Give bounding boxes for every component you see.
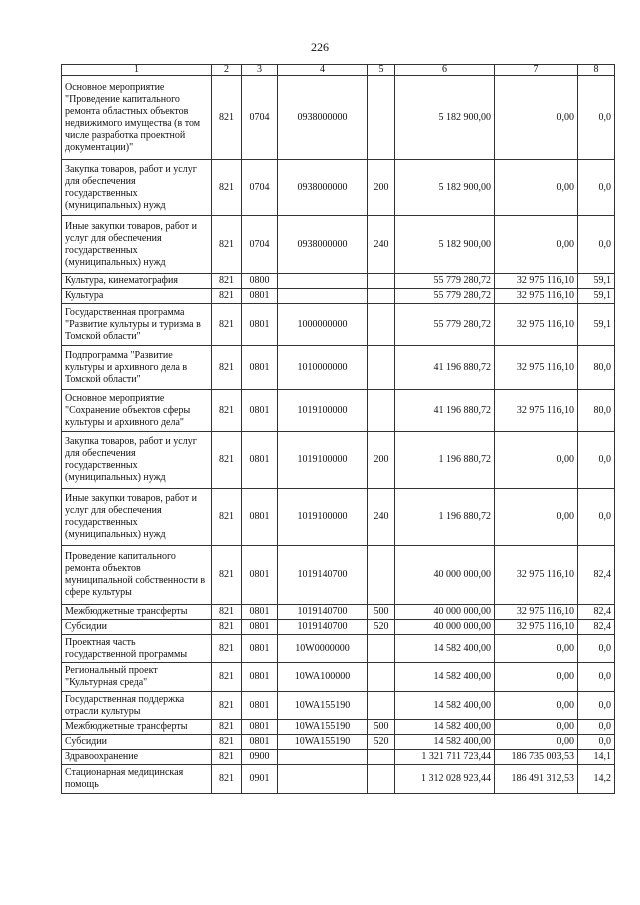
cell-executed-amount: 0,00 (495, 160, 578, 216)
cell-executed-amount: 32 975 116,10 (495, 289, 578, 304)
cell-ministry-code: 821 (212, 620, 242, 635)
cell-executed-amount: 0,00 (495, 635, 578, 663)
cell-planned-amount: 14 582 400,00 (395, 735, 495, 750)
cell-ministry-code: 821 (212, 489, 242, 546)
cell-target-code: 1019140700 (278, 546, 368, 605)
cell-percent: 0,0 (578, 720, 615, 735)
cell-planned-amount: 41 196 880,72 (395, 390, 495, 432)
cell-ministry-code: 821 (212, 76, 242, 160)
cell-target-code: 1000000000 (278, 304, 368, 346)
cell-ministry-code: 821 (212, 304, 242, 346)
cell-description: Межбюджетные трансферты (62, 605, 212, 620)
cell-section-code: 0704 (242, 160, 278, 216)
cell-section-code: 0801 (242, 489, 278, 546)
cell-section-code: 0801 (242, 735, 278, 750)
cell-executed-amount: 32 975 116,10 (495, 620, 578, 635)
cell-description: Культура, кинематография (62, 274, 212, 289)
cell-description: Здравоохранение (62, 750, 212, 765)
cell-section-code: 0801 (242, 289, 278, 304)
header-cell: 5 (368, 65, 395, 76)
cell-planned-amount: 5 182 900,00 (395, 76, 495, 160)
table-row (62, 546, 615, 605)
cell-section-code: 0801 (242, 546, 278, 605)
cell-description: Основное мероприятие "Сохранение объектов сферы культуры и архивного дела" (62, 390, 212, 432)
cell-expense-type (368, 692, 395, 720)
cell-target-code (278, 289, 368, 304)
cell-target-code: 1019100000 (278, 390, 368, 432)
cell-planned-amount: 14 582 400,00 (395, 692, 495, 720)
cell-percent: 14,2 (578, 765, 615, 794)
cell-planned-amount: 14 582 400,00 (395, 663, 495, 692)
cell-executed-amount: 0,00 (495, 720, 578, 735)
cell-description: Межбюджетные трансферты (62, 720, 212, 735)
cell-description: Подпрограмма "Развитие культуры и архивного дела в Томской области" (62, 346, 212, 390)
table-row (62, 432, 615, 489)
header-cell: 8 (578, 65, 615, 76)
cell-expense-type (368, 289, 395, 304)
cell-description: Основное мероприятие "Проведение капитального ремонта областных объектов недвижимого имущества (в том числе разработка проектной документации)" (62, 76, 212, 160)
cell-section-code: 0801 (242, 346, 278, 390)
header-row (62, 65, 615, 76)
header-cell: 1 (62, 65, 212, 76)
cell-expense-type (368, 346, 395, 390)
cell-executed-amount: 0,00 (495, 692, 578, 720)
table-row (62, 289, 615, 304)
cell-target-code: 1019140700 (278, 605, 368, 620)
cell-target-code: 10W0000000 (278, 635, 368, 663)
cell-expense-type: 200 (368, 432, 395, 489)
cell-percent: 0,0 (578, 216, 615, 274)
cell-ministry-code: 821 (212, 720, 242, 735)
cell-ministry-code: 821 (212, 216, 242, 274)
table-row (62, 160, 615, 216)
cell-executed-amount: 32 975 116,10 (495, 274, 578, 289)
page-number: 226 (311, 40, 329, 54)
cell-target-code: 1010000000 (278, 346, 368, 390)
cell-expense-type (368, 274, 395, 289)
table-row (62, 735, 615, 750)
cell-percent: 0,0 (578, 663, 615, 692)
cell-expense-type (368, 750, 395, 765)
cell-planned-amount: 55 779 280,72 (395, 274, 495, 289)
cell-executed-amount: 0,00 (495, 216, 578, 274)
cell-ministry-code: 821 (212, 390, 242, 432)
cell-ministry-code: 821 (212, 692, 242, 720)
cell-executed-amount: 186 491 312,53 (495, 765, 578, 794)
cell-section-code: 0801 (242, 390, 278, 432)
header-cell: 2 (212, 65, 242, 76)
cell-planned-amount: 55 779 280,72 (395, 289, 495, 304)
cell-percent: 82,4 (578, 605, 615, 620)
cell-percent: 14,1 (578, 750, 615, 765)
cell-section-code: 0801 (242, 605, 278, 620)
cell-expense-type (368, 76, 395, 160)
cell-percent: 59,1 (578, 289, 615, 304)
cell-executed-amount: 0,00 (495, 432, 578, 489)
cell-expense-type: 500 (368, 605, 395, 620)
cell-percent: 82,4 (578, 620, 615, 635)
cell-expense-type (368, 390, 395, 432)
table-row (62, 620, 615, 635)
cell-ministry-code: 821 (212, 735, 242, 750)
cell-section-code: 0801 (242, 720, 278, 735)
cell-executed-amount: 32 975 116,10 (495, 390, 578, 432)
cell-ministry-code: 821 (212, 346, 242, 390)
cell-description: Закупка товаров, работ и услуг для обеспечения государственных (муниципальных) нужд (62, 160, 212, 216)
table-row (62, 663, 615, 692)
cell-expense-type: 520 (368, 620, 395, 635)
table-row (62, 390, 615, 432)
cell-expense-type (368, 663, 395, 692)
table-row (62, 692, 615, 720)
cell-executed-amount: 0,00 (495, 76, 578, 160)
header-cell: 7 (495, 65, 578, 76)
header-cell: 6 (395, 65, 495, 76)
cell-percent: 0,0 (578, 735, 615, 750)
cell-description: Закупка товаров, работ и услуг для обеспечения государственных (муниципальных) нужд (62, 432, 212, 489)
cell-ministry-code: 821 (212, 635, 242, 663)
cell-percent: 0,0 (578, 76, 615, 160)
cell-description: Государственная программа "Развитие культуры и туризма в Томской области" (62, 304, 212, 346)
cell-executed-amount: 0,00 (495, 663, 578, 692)
cell-planned-amount: 14 582 400,00 (395, 720, 495, 735)
cell-planned-amount: 1 312 028 923,44 (395, 765, 495, 794)
cell-executed-amount: 0,00 (495, 735, 578, 750)
cell-ministry-code: 821 (212, 289, 242, 304)
table-body (62, 76, 615, 794)
cell-section-code: 0704 (242, 216, 278, 274)
cell-target-code (278, 765, 368, 794)
cell-section-code: 0901 (242, 765, 278, 794)
cell-target-code: 0938000000 (278, 76, 368, 160)
cell-description: Иные закупки товаров, работ и услуг для обеспечения государственных (муниципальных) нужд (62, 216, 212, 274)
cell-ministry-code: 821 (212, 160, 242, 216)
cell-section-code: 0704 (242, 76, 278, 160)
cell-target-code (278, 274, 368, 289)
cell-planned-amount: 55 779 280,72 (395, 304, 495, 346)
cell-percent: 0,0 (578, 160, 615, 216)
cell-section-code: 0801 (242, 692, 278, 720)
cell-ministry-code: 821 (212, 605, 242, 620)
cell-planned-amount: 14 582 400,00 (395, 635, 495, 663)
table-row (62, 635, 615, 663)
cell-percent: 80,0 (578, 346, 615, 390)
cell-target-code: 1019100000 (278, 432, 368, 489)
cell-planned-amount: 1 196 880,72 (395, 489, 495, 546)
cell-percent: 59,1 (578, 304, 615, 346)
table-row (62, 720, 615, 735)
table-row (62, 489, 615, 546)
cell-description: Проектная часть государственной программы (62, 635, 212, 663)
cell-executed-amount: 32 975 116,10 (495, 605, 578, 620)
cell-percent: 82,4 (578, 546, 615, 605)
cell-expense-type: 240 (368, 489, 395, 546)
table-row (62, 76, 615, 160)
cell-executed-amount: 186 735 003,53 (495, 750, 578, 765)
cell-description: Государственная поддержка отрасли культуры (62, 692, 212, 720)
cell-executed-amount: 32 975 116,10 (495, 346, 578, 390)
budget-table (61, 64, 615, 794)
cell-section-code: 0801 (242, 432, 278, 489)
cell-expense-type (368, 635, 395, 663)
cell-executed-amount: 32 975 116,10 (495, 304, 578, 346)
cell-section-code: 0801 (242, 304, 278, 346)
cell-expense-type (368, 546, 395, 605)
cell-percent: 59,1 (578, 274, 615, 289)
cell-ministry-code: 821 (212, 765, 242, 794)
cell-expense-type (368, 765, 395, 794)
cell-target-code: 1019100000 (278, 489, 368, 546)
cell-section-code: 0801 (242, 620, 278, 635)
table-row (62, 750, 615, 765)
cell-target-code (278, 750, 368, 765)
cell-expense-type: 520 (368, 735, 395, 750)
cell-section-code: 0801 (242, 663, 278, 692)
cell-section-code: 0900 (242, 750, 278, 765)
cell-target-code: 0938000000 (278, 216, 368, 274)
table-row (62, 605, 615, 620)
cell-section-code: 0801 (242, 635, 278, 663)
table-row (62, 274, 615, 289)
cell-planned-amount: 40 000 000,00 (395, 605, 495, 620)
cell-percent: 0,0 (578, 489, 615, 546)
cell-planned-amount: 5 182 900,00 (395, 160, 495, 216)
cell-executed-amount: 0,00 (495, 489, 578, 546)
cell-ministry-code: 821 (212, 546, 242, 605)
table-row (62, 304, 615, 346)
cell-description: Стационарная медицинская помощь (62, 765, 212, 794)
cell-target-code: 1019140700 (278, 620, 368, 635)
cell-percent: 0,0 (578, 432, 615, 489)
cell-planned-amount: 1 321 711 723,44 (395, 750, 495, 765)
cell-planned-amount: 40 000 000,00 (395, 546, 495, 605)
cell-target-code: 10WA155190 (278, 735, 368, 750)
cell-description: Иные закупки товаров, работ и услуг для обеспечения государственных (муниципальных) нужд (62, 489, 212, 546)
cell-expense-type: 500 (368, 720, 395, 735)
cell-target-code: 10WA155190 (278, 692, 368, 720)
cell-description: Региональный проект "Культурная среда" (62, 663, 212, 692)
cell-percent: 0,0 (578, 635, 615, 663)
cell-percent: 80,0 (578, 390, 615, 432)
cell-target-code: 10WA155190 (278, 720, 368, 735)
table-row (62, 346, 615, 390)
cell-ministry-code: 821 (212, 750, 242, 765)
cell-percent: 0,0 (578, 692, 615, 720)
header-cell: 3 (242, 65, 278, 76)
cell-target-code: 10WA100000 (278, 663, 368, 692)
cell-planned-amount: 5 182 900,00 (395, 216, 495, 274)
cell-expense-type: 240 (368, 216, 395, 274)
cell-target-code: 0938000000 (278, 160, 368, 216)
cell-planned-amount: 41 196 880,72 (395, 346, 495, 390)
cell-section-code: 0800 (242, 274, 278, 289)
cell-expense-type: 200 (368, 160, 395, 216)
cell-ministry-code: 821 (212, 663, 242, 692)
cell-ministry-code: 821 (212, 274, 242, 289)
cell-description: Культура (62, 289, 212, 304)
table-row (62, 216, 615, 274)
cell-executed-amount: 32 975 116,10 (495, 546, 578, 605)
cell-description: Субсидии (62, 735, 212, 750)
cell-ministry-code: 821 (212, 432, 242, 489)
cell-description: Субсидии (62, 620, 212, 635)
table-row (62, 765, 615, 794)
cell-description: Проведение капитального ремонта объектов муниципальной собственности в сфере культуры (62, 546, 212, 605)
header-cell: 4 (278, 65, 368, 76)
cell-planned-amount: 40 000 000,00 (395, 620, 495, 635)
cell-expense-type (368, 304, 395, 346)
cell-planned-amount: 1 196 880,72 (395, 432, 495, 489)
